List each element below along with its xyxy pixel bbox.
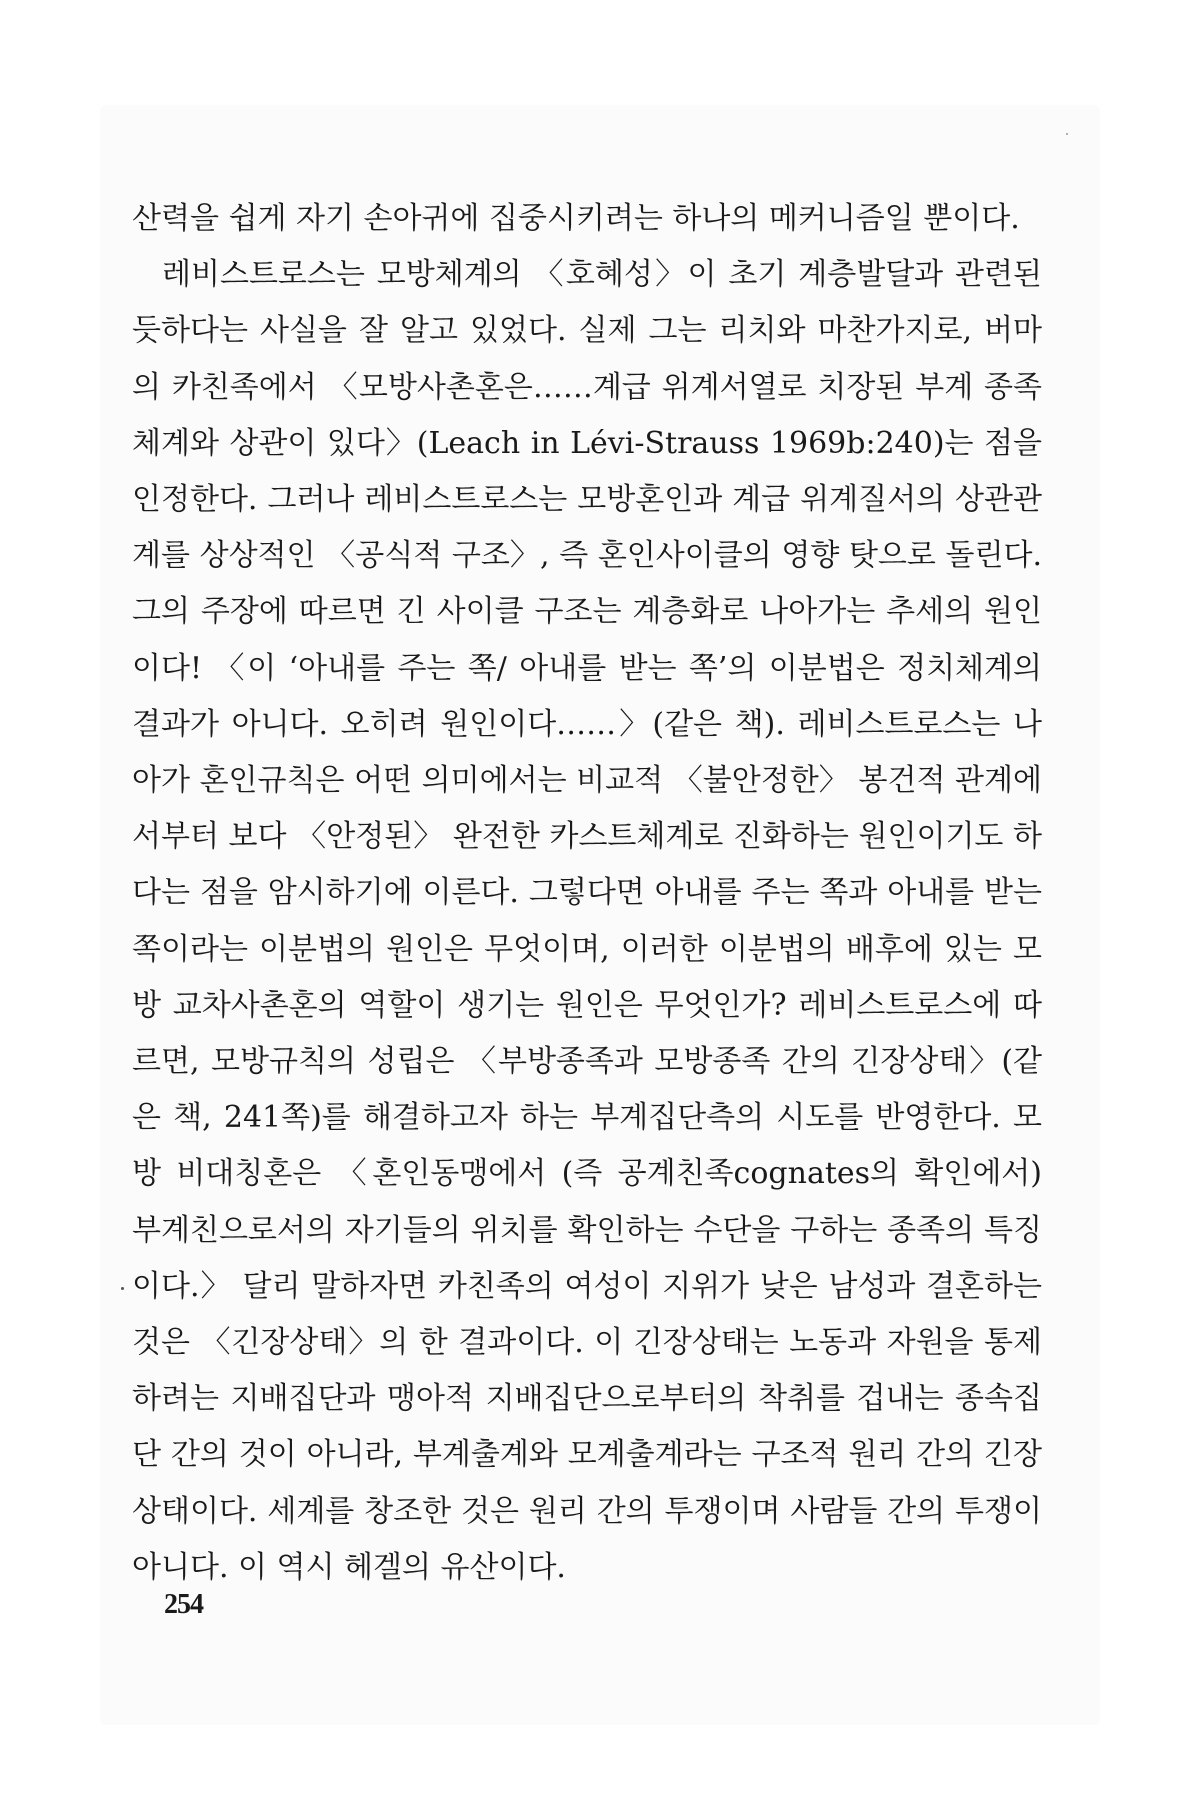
scan-speck <box>121 1287 124 1290</box>
page-number: 254 <box>164 1589 203 1620</box>
body-text <box>132 191 1042 1596</box>
paragraph-continuation: 산력을 쉽게 자기 손아귀에 집중시키려는 하나의 메커니즘일 뿐이다. <box>132 201 1020 236</box>
paragraph-main: 레비스트로스는 모방체계의 〈호혜성〉이 초기 계층발달과 관련된 듯하다는 사실을 잘 알고 있었다. 실제 그는 리치와 마찬가지로, 버마의 카친족에서 〈모방사촌혼은……계급 위계서열로 치장된 부계 종족체계와 상관이 있다〉(Leach in Lévi-Strauss 1969b:240)는 점을 인정한다. 그러나 레비스트로스는 모방혼인과 계급 위계질서의 상관관계를 상상적인 〈공식적 구조〉, 즉 혼인사이클의 영향 탓으로 돌린다. 그의 주장에 따르면 긴 사이클 구조는 계층화로 나아가는 추세의 원인이다! 〈이 ‘아내를 주는 쪽/ 아내를 받는 쪽’의 이분법은 정치체계의 결과가 아니다. 오히려 원인이다……〉(같은 책). 레비스트로스는 나아가 혼인규칙은 어떤 의미에서는 비교적 〈불안정한〉 봉건적 관계에서부터 보다 〈안정된〉 완전한 카스트체계로 진화하는 원인이기도 하다는 점을 암시하기에 이른다. 그렇다면 아내를 주는 쪽과 아내를 받는 쪽이라는 이분법의 원인은 무엇이며, 이러한 이분법의 배후에 있는 모방 교차사촌혼의 역할이 생기는 원인은 무엇인가? 레비스트로스에 따르면, 모방규칙의 성립은 〈부방종족과 모방종족 간의 긴장상태〉(같은 책, 241쪽)를 해결하고자 하는 부계집단측의 시도를 반영한다. 모방 비대칭혼은 〈혼인동맹에서 (즉 공계친족cognates의 확인에서) 부계친으로서의 자기들의 위치를 확인하는 수단을 구하는 종족의 특징이다.〉 달리 말하자면 카친족의 여성이 지위가 낮은 남성과 결혼하는 것은 〈긴장상태〉의 한 결과이다. 이 긴장상태는 노동과 자원을 통제하려는 지배집단과 맹아적 지배집단으로부터의 착취를 겁내는 종속집단 간의 것이 아니라, 부계출계와 모계출계라는 구조적 원리 간의 긴장상태이다. 세계를 창조한 것은 원리 간의 투쟁이며 사람들 간의 투쟁이 아니다. 이 역시 헤겔의 유산이다. <box>132 257 1043 1585</box>
scan-speck <box>1066 133 1068 135</box>
